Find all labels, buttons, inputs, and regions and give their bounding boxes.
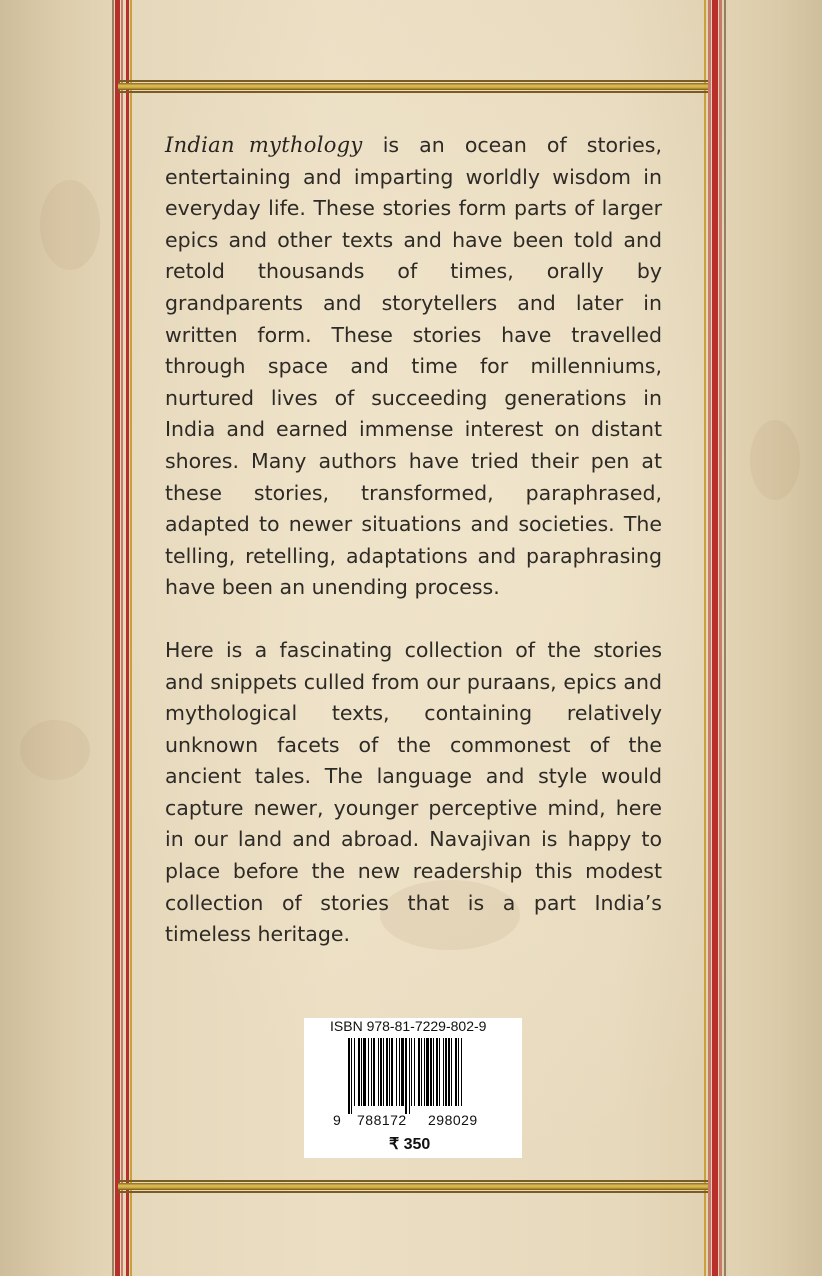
price-label: ₹ 350 — [389, 1136, 431, 1153]
barcode-bars — [304, 1036, 522, 1118]
right-border-shadow — [724, 0, 726, 1276]
right-red-stripe — [719, 0, 722, 1276]
left-red-border-inner — [121, 0, 123, 1276]
paper-stain — [20, 720, 90, 780]
blurb-text — [165, 130, 662, 951]
isbn-label: ISBN 978-81-7229-802-9 — [330, 1018, 487, 1034]
bottom-band-line — [118, 1191, 708, 1193]
blurb-lead-phrase — [165, 133, 363, 157]
bottom-gold-band — [118, 1183, 708, 1190]
barcode-digits-right: 298029 — [428, 1112, 478, 1128]
blurb-paragraph-1 — [165, 130, 662, 604]
blurb-paragraph-2: Here is a fascinating collection of the stories and snippets culled from our puraans, epics and mythological texts, containing relatively unknown facets of the commonest of the ancient tales. The language and style would capture newer, younger perceptive mind, here in our land and abroad. Navajivan is happy to place before the new readership this modest collection of stories that is a part India’s timeless heritage. — [165, 637, 662, 947]
top-band-line — [118, 91, 708, 93]
left-border-shadow — [112, 0, 114, 1276]
top-gold-band — [118, 83, 708, 90]
blurb-lead-word-2: mythology — [248, 133, 363, 157]
barcode-digit-first: 9 — [333, 1112, 342, 1128]
left-red-stripe — [126, 0, 129, 1276]
paper-stain — [750, 420, 800, 500]
right-red-border-inner — [708, 0, 711, 1276]
right-paper-margin — [728, 0, 822, 1276]
right-gold-border — [704, 0, 706, 1276]
bottom-band-line — [118, 1180, 708, 1182]
left-gold-border — [130, 0, 132, 1276]
paper-stain — [40, 180, 100, 270]
barcode-digits-left: 788172 — [357, 1112, 407, 1128]
left-red-border — [115, 0, 120, 1276]
right-red-border — [712, 0, 718, 1276]
blurb-lead-word-1: Indian — [165, 133, 235, 157]
blurb-paragraph-1-text: is an ocean of stories, entertaining and imparting worldly wisdom in everyday life. These stories form parts of larger epics and other texts and have been told and retold thousands of times, orally by grandparents and storytellers and later in written form. These stories have travelled through space and time for millenniums, nurtured lives of succeeding generations in India and earned immense interest on distant shores. Many authors have tried their pen at these stories, transformed, paraphrased, adapted to newer situations and societies. The telling, retelling, adaptations and paraphrasing have been an unending process. — [165, 133, 662, 600]
isbn-barcode-box — [304, 1018, 522, 1158]
top-band-line — [118, 80, 708, 82]
